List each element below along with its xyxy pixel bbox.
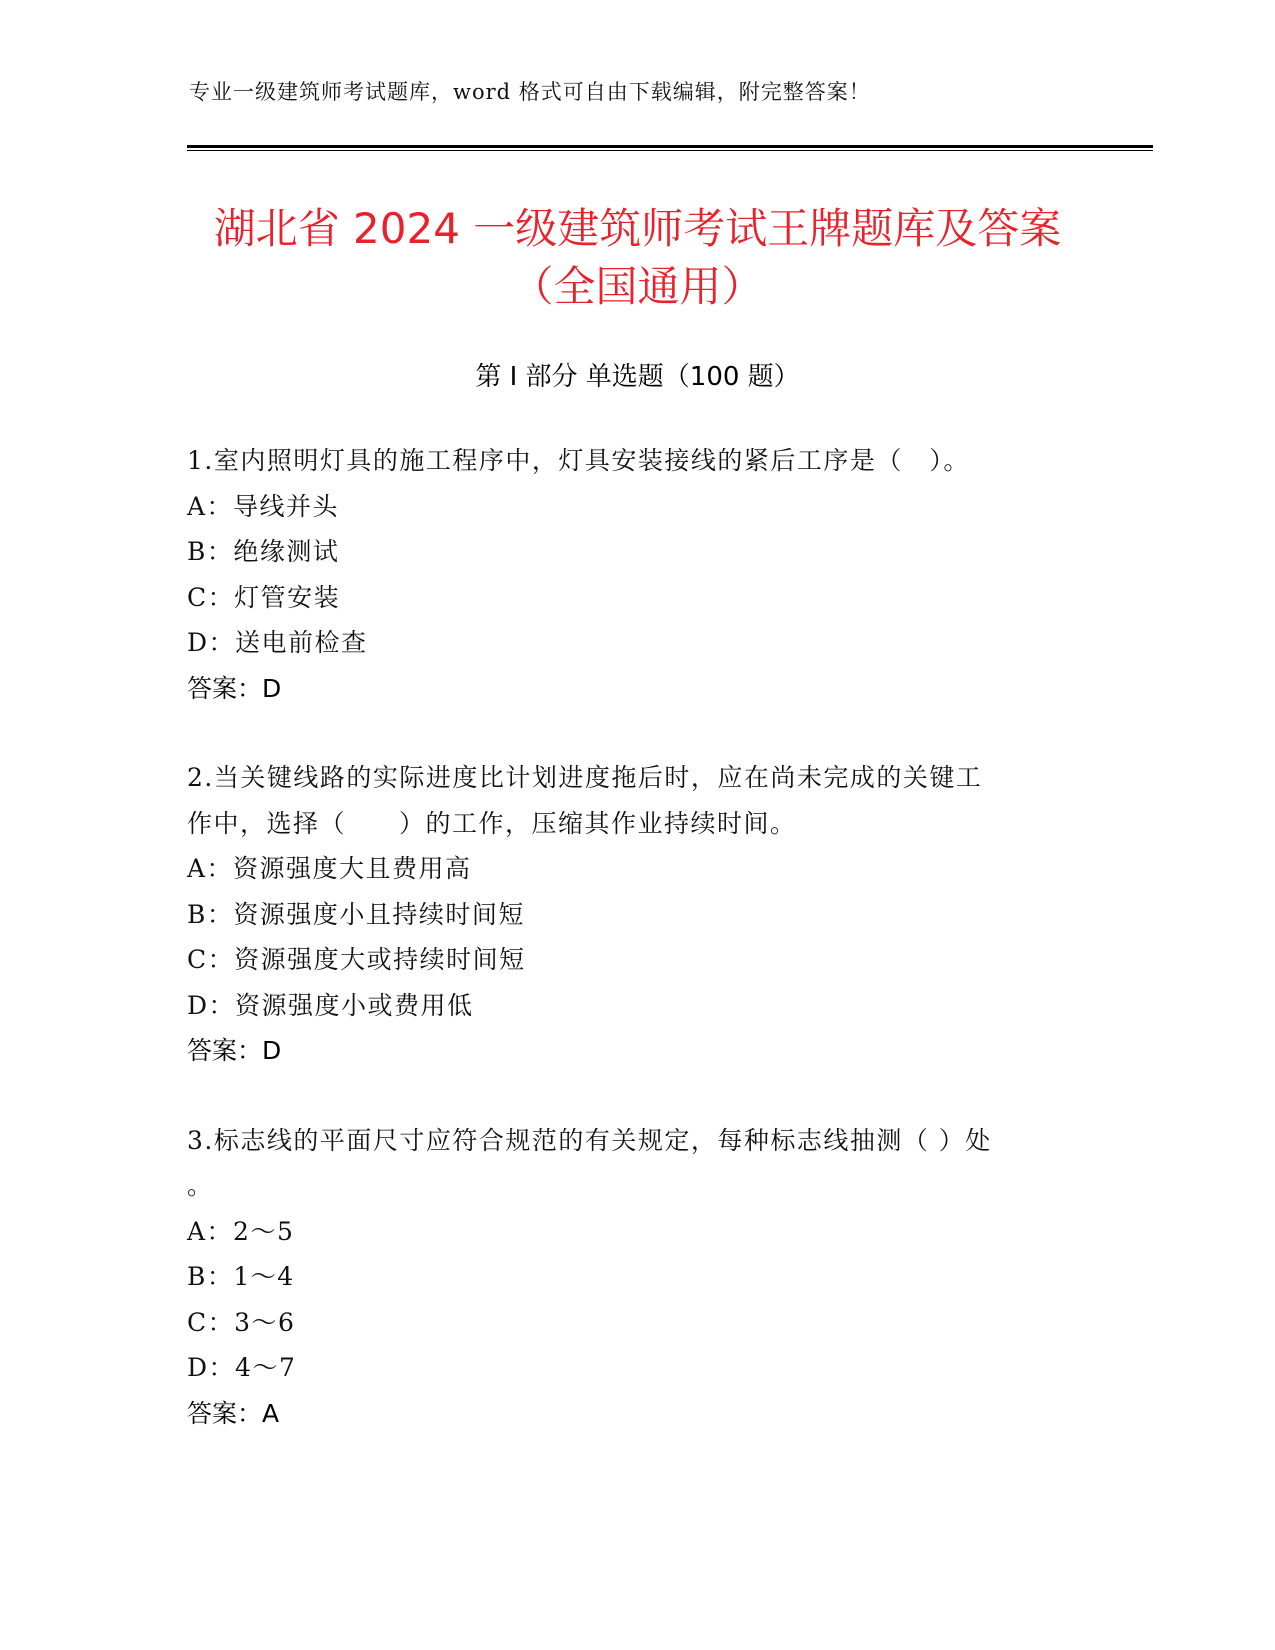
option-d: D：4～7 [187,1353,297,1382]
header-rule-thick [187,145,1153,148]
document-title-line1: 湖北省 2024 一级建筑师考试王牌题库及答案 [213,204,1062,253]
document-title [150,200,1125,316]
header-rule-thin [187,150,1153,151]
option-c: C：3～6 [187,1307,296,1337]
option-d: D：送电前检查 [187,628,368,657]
option-a: A：导线并头 [187,491,340,521]
question-stem-line: 作中，选择（ ）的工作，压缩其作业持续时间。 [187,808,797,838]
option-a: A：资源强度大且费用高 [187,854,472,883]
question-1 [187,438,1087,711]
question-list [187,438,1087,1480]
option-b: B：1～4 [187,1262,295,1291]
question-stem-line: 1.室内照明灯具的施工程序中，灯具安装接线的紧后工序是（ ）。 [187,446,970,475]
option-a: A：2～5 [187,1216,295,1246]
question-2 [187,755,1087,1074]
question-stem-line: 3.标志线的平面尺寸应符合规范的有关规定，每种标志线抽测（ ）处 [187,1125,992,1155]
question-stem-line: 2.当关键线路的实际进度比计划进度拖后时，应在尚未完成的关键工 [187,763,983,792]
answer: 答案：A [187,1398,280,1428]
question-3 [187,1118,1087,1437]
section-title: 第 I 部分 单选题（100 题） [475,362,800,392]
document-title-line2: （全国通用） [511,262,764,311]
option-b: B：资源强度小且持续时间短 [187,899,525,929]
question-stem-line: 。 [187,1171,214,1200]
option-b: B：绝缘测试 [187,537,340,566]
header-note: 专业一级建筑师考试题库，word 格式可自由下载编辑，附完整答案！ [189,80,871,104]
answer: 答案：D [187,1036,282,1065]
option-c: C：灯管安装 [187,582,341,612]
option-d: D：资源强度小或费用低 [187,990,474,1020]
answer: 答案：D [187,673,282,703]
option-c: C：资源强度大或持续时间短 [187,945,526,974]
